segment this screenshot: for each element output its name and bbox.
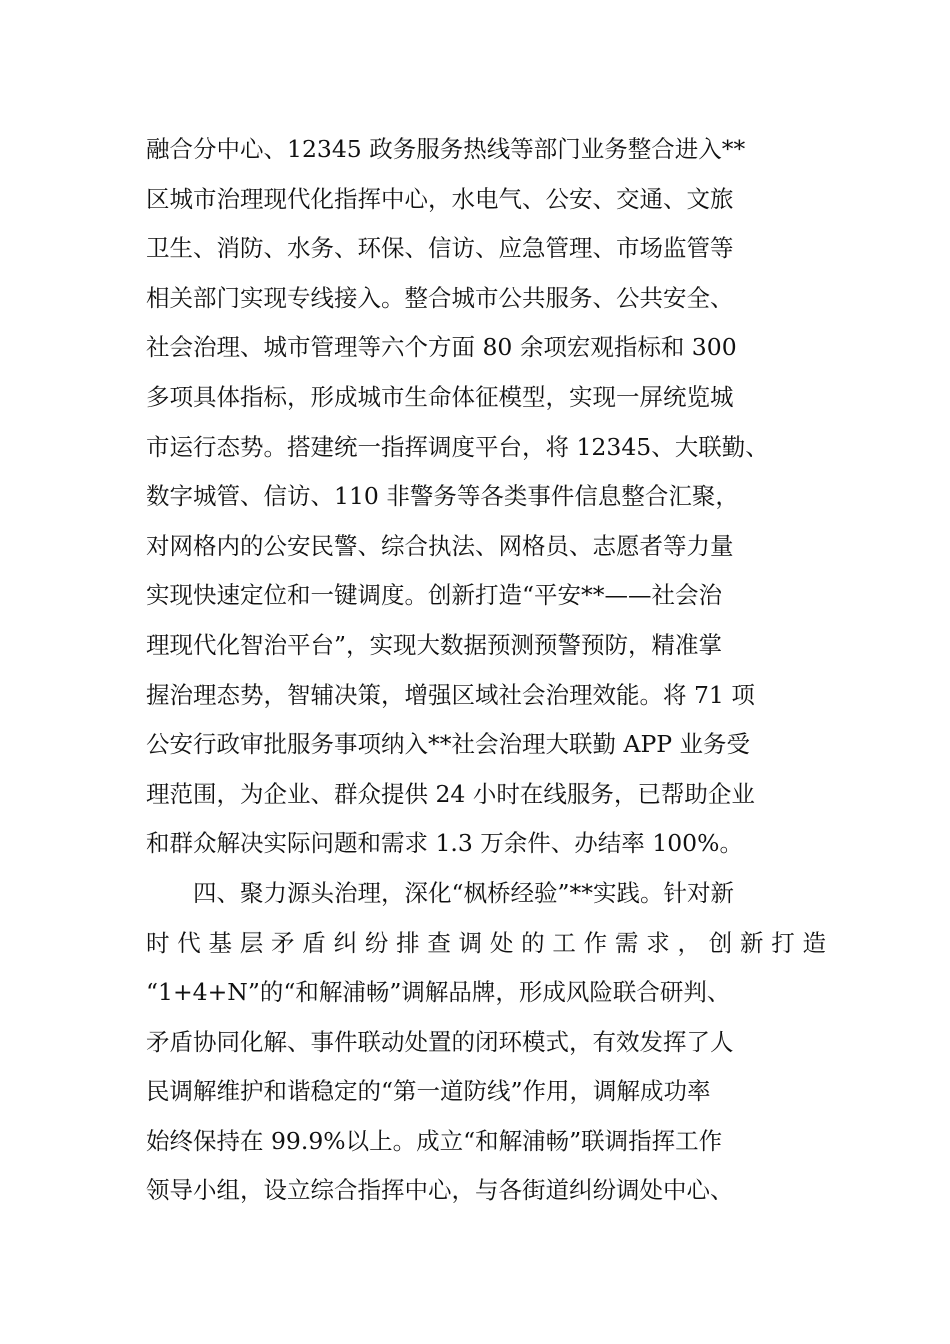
text-line: 始终保持在 99.9%以上。成立“和解浦畅”联调指挥工作: [146, 1126, 723, 1155]
section-heading-line: 四、聚力源头治理，深化“枫桥经验”**实践。针对新: [193, 878, 735, 907]
text-line: 民调解维护和谐稳定的“第一道防线”作用，调解成功率: [146, 1077, 711, 1106]
text-line: 市运行态势。搭建统一指挥调度平台，将 12345、大联勤、: [146, 432, 769, 461]
text-line: 矛盾协同化解、事件联动处置的闭环模式，有效发挥了人: [146, 1027, 734, 1056]
text-line: 理范围，为企业、群众提供 24 小时在线服务，已帮助企业: [146, 779, 755, 808]
text-line: 多项具体指标，形成城市生命体征模型，实现一屏统览城: [146, 382, 734, 411]
text-line: 对网格内的公安民警、综合执法、网格员、志愿者等力量: [146, 531, 734, 560]
text-line: 公安行政审批服务事项纳入**社会治理大联勤 APP 业务受: [146, 730, 751, 759]
text-line: 区城市治理现代化指挥中心，水电气、公安、交通、文旅: [146, 184, 734, 213]
text-line: 时代基层矛盾纠纷排查调处的工作需求，创新打造: [146, 928, 826, 957]
body-text: [146, 125, 826, 1216]
text-line: 卫生、消防、水务、环保、信访、应急管理、市场监管等: [146, 234, 734, 263]
text-line: 融合分中心、12345 政务服务热线等部门业务整合进入**: [146, 135, 746, 163]
text-line: 握治理态势，智辅决策，增强区域社会治理效能。将 71 项: [146, 680, 755, 709]
text-line: 数字城管、信访、110 非警务等各类事件信息整合汇聚，: [146, 482, 739, 511]
text-line: 相关部门实现专线接入。整合城市公共服务、公共安全、: [146, 283, 734, 312]
text-line: 领导小组，设立综合指挥中心，与各街道纠纷调处中心、: [146, 1176, 734, 1205]
text-line: “1+4+N”的“和解浦畅”调解品牌，形成风险联合研判、: [146, 978, 731, 1007]
text-line: 实现快速定位和一键调度。创新打造“平安**——社会治: [146, 581, 723, 610]
text-line: 和群众解决实际问题和需求 1.3 万余件、办结率 100%。: [146, 829, 743, 858]
text-line: 理现代化智治平台”，实现大数据预测预警预防，精准掌: [146, 630, 723, 659]
text-line: 社会治理、城市管理等六个方面 80 余项宏观指标和 300: [146, 333, 737, 362]
